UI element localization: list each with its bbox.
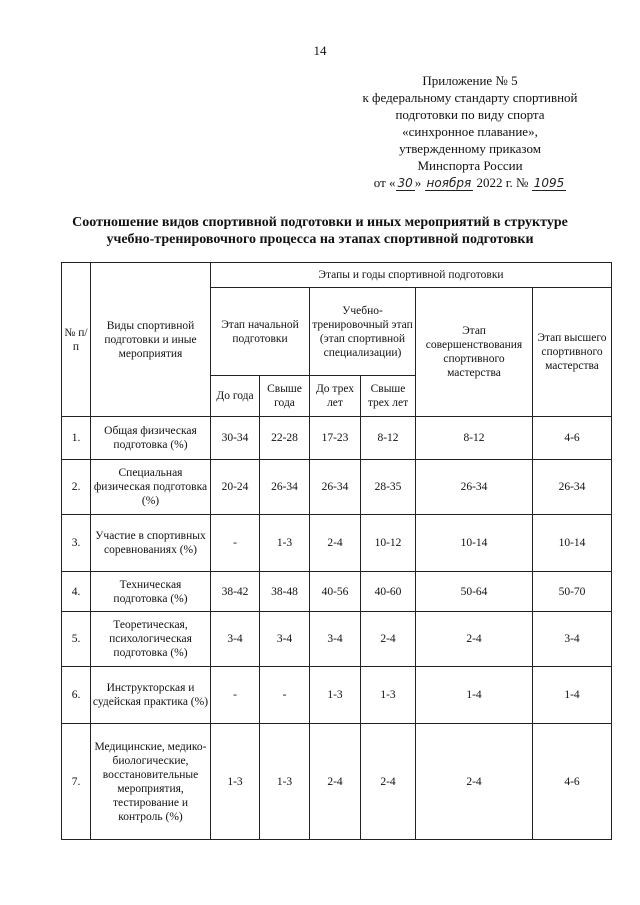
- row-num: 4.: [62, 572, 91, 612]
- training-ratio-table: [61, 262, 612, 840]
- document-title: [40, 214, 600, 248]
- table-row: [62, 724, 612, 840]
- cell-higher: 50-70: [533, 572, 612, 612]
- cell-higher: 26-34: [533, 460, 612, 515]
- row-kind: Общая физическая подготовка (%): [91, 417, 211, 460]
- title-line-2: учебно-тренировочного процесса на этапах спортивной подготовки: [106, 232, 534, 247]
- cell-initial-over1: 1-3: [260, 515, 310, 572]
- cell-training-over3: 2-4: [361, 724, 416, 840]
- row-kind: Специальная физическая подготовка (%): [91, 460, 211, 515]
- decree-number: 1095: [533, 176, 565, 190]
- table-row: [62, 515, 612, 572]
- appendix-line: подготовки по виду спорта: [395, 107, 545, 122]
- title-line-1: Соотношение видов спортивной подготовки и иных мероприятий в структуре: [72, 215, 568, 230]
- decree-month: ноября: [426, 176, 472, 190]
- header-training-over3: Свыше трех лет: [361, 376, 416, 417]
- cell-initial-upto1: 1-3: [211, 724, 260, 840]
- header-stage-perfection: Этап совершенствования спортивного мастерства: [416, 288, 533, 417]
- cell-perfection: 8-12: [416, 417, 533, 460]
- cell-perfection: 2-4: [416, 724, 533, 840]
- table-row: [62, 612, 612, 667]
- cell-initial-upto1: 20-24: [211, 460, 260, 515]
- cell-training-upto3: 1-3: [310, 667, 361, 724]
- appendix-line: Приложение № 5: [422, 73, 518, 88]
- cell-initial-over1: 26-34: [260, 460, 310, 515]
- header-stage-training: Учебно-тренировочный этап (этап спортивной специализации): [310, 288, 416, 376]
- header-training-upto3: До трех лет: [310, 376, 361, 417]
- appendix-line: «синхронное плавание»,: [402, 124, 538, 139]
- cell-training-over3: 1-3: [361, 667, 416, 724]
- cell-training-over3: 28-35: [361, 460, 416, 515]
- table-row: [62, 667, 612, 724]
- cell-higher: 3-4: [533, 612, 612, 667]
- cell-initial-upto1: 3-4: [211, 612, 260, 667]
- cell-training-upto3: 17-23: [310, 417, 361, 460]
- row-num: 6.: [62, 667, 91, 724]
- header-stage-higher: Этап высшего спортивного мастерства: [533, 288, 612, 417]
- appendix-line: к федеральному стандарту спортивной: [362, 90, 578, 105]
- row-num: 3.: [62, 515, 91, 572]
- cell-training-over3: 40-60: [361, 572, 416, 612]
- cell-training-upto3: 2-4: [310, 724, 361, 840]
- row-kind: Медицинские, медико-биологические, восстановительные мероприятия, тестирование и контроль (%): [91, 724, 211, 840]
- appendix-line: Минспорта России: [417, 158, 523, 173]
- cell-perfection: 1-4: [416, 667, 533, 724]
- header-initial-upto1: До года: [211, 376, 260, 417]
- cell-perfection: 10-14: [416, 515, 533, 572]
- cell-higher: 10-14: [533, 515, 612, 572]
- cell-initial-over1: 3-4: [260, 612, 310, 667]
- row-kind: Инструкторская и судейская практика (%): [91, 667, 211, 724]
- header-initial-over1: Свыше года: [260, 376, 310, 417]
- cell-training-upto3: 40-56: [310, 572, 361, 612]
- header-kind: Виды спортивной подготовки и иные мероприятия: [91, 263, 211, 417]
- cell-initial-upto1: -: [211, 515, 260, 572]
- cell-perfection: 2-4: [416, 612, 533, 667]
- cell-initial-over1: -: [260, 667, 310, 724]
- header-stages-group: Этапы и годы спортивной подготовки: [211, 263, 612, 288]
- cell-higher: 4-6: [533, 417, 612, 460]
- row-num: 1.: [62, 417, 91, 460]
- table-row: [62, 460, 612, 515]
- row-num: 5.: [62, 612, 91, 667]
- row-num: 7.: [62, 724, 91, 840]
- decree-day: 30: [397, 176, 413, 190]
- cell-initial-upto1: 38-42: [211, 572, 260, 612]
- table-row: [62, 417, 612, 460]
- table-row: [62, 572, 612, 612]
- cell-perfection: 50-64: [416, 572, 533, 612]
- cell-higher: 4-6: [533, 724, 612, 840]
- row-kind: Теоретическая, психологическая подготовка (%): [91, 612, 211, 667]
- row-kind: Техническая подготовка (%): [91, 572, 211, 612]
- cell-training-upto3: 3-4: [310, 612, 361, 667]
- cell-initial-upto1: 30-34: [211, 417, 260, 460]
- page-number: 14: [313, 43, 327, 58]
- appendix-block: [300, 72, 640, 192]
- decree-prefix: от «: [373, 175, 396, 190]
- decree-mid: »: [414, 175, 422, 190]
- decree-line: [300, 174, 640, 192]
- cell-higher: 1-4: [533, 667, 612, 724]
- row-kind: Участие в спортивных соревнованиях (%): [91, 515, 211, 572]
- cell-training-over3: 10-12: [361, 515, 416, 572]
- cell-perfection: 26-34: [416, 460, 533, 515]
- decree-year: 2022 г. №: [476, 175, 529, 190]
- cell-initial-over1: 22-28: [260, 417, 310, 460]
- cell-training-over3: 2-4: [361, 612, 416, 667]
- cell-initial-upto1: -: [211, 667, 260, 724]
- appendix-line: утвержденному приказом: [399, 141, 541, 156]
- cell-initial-over1: 1-3: [260, 724, 310, 840]
- cell-training-upto3: 26-34: [310, 460, 361, 515]
- cell-initial-over1: 38-48: [260, 572, 310, 612]
- header-stage-initial: Этап начальной подготовки: [211, 288, 310, 376]
- cell-training-over3: 8-12: [361, 417, 416, 460]
- row-num: 2.: [62, 460, 91, 515]
- header-num: № п/п: [62, 263, 91, 417]
- cell-training-upto3: 2-4: [310, 515, 361, 572]
